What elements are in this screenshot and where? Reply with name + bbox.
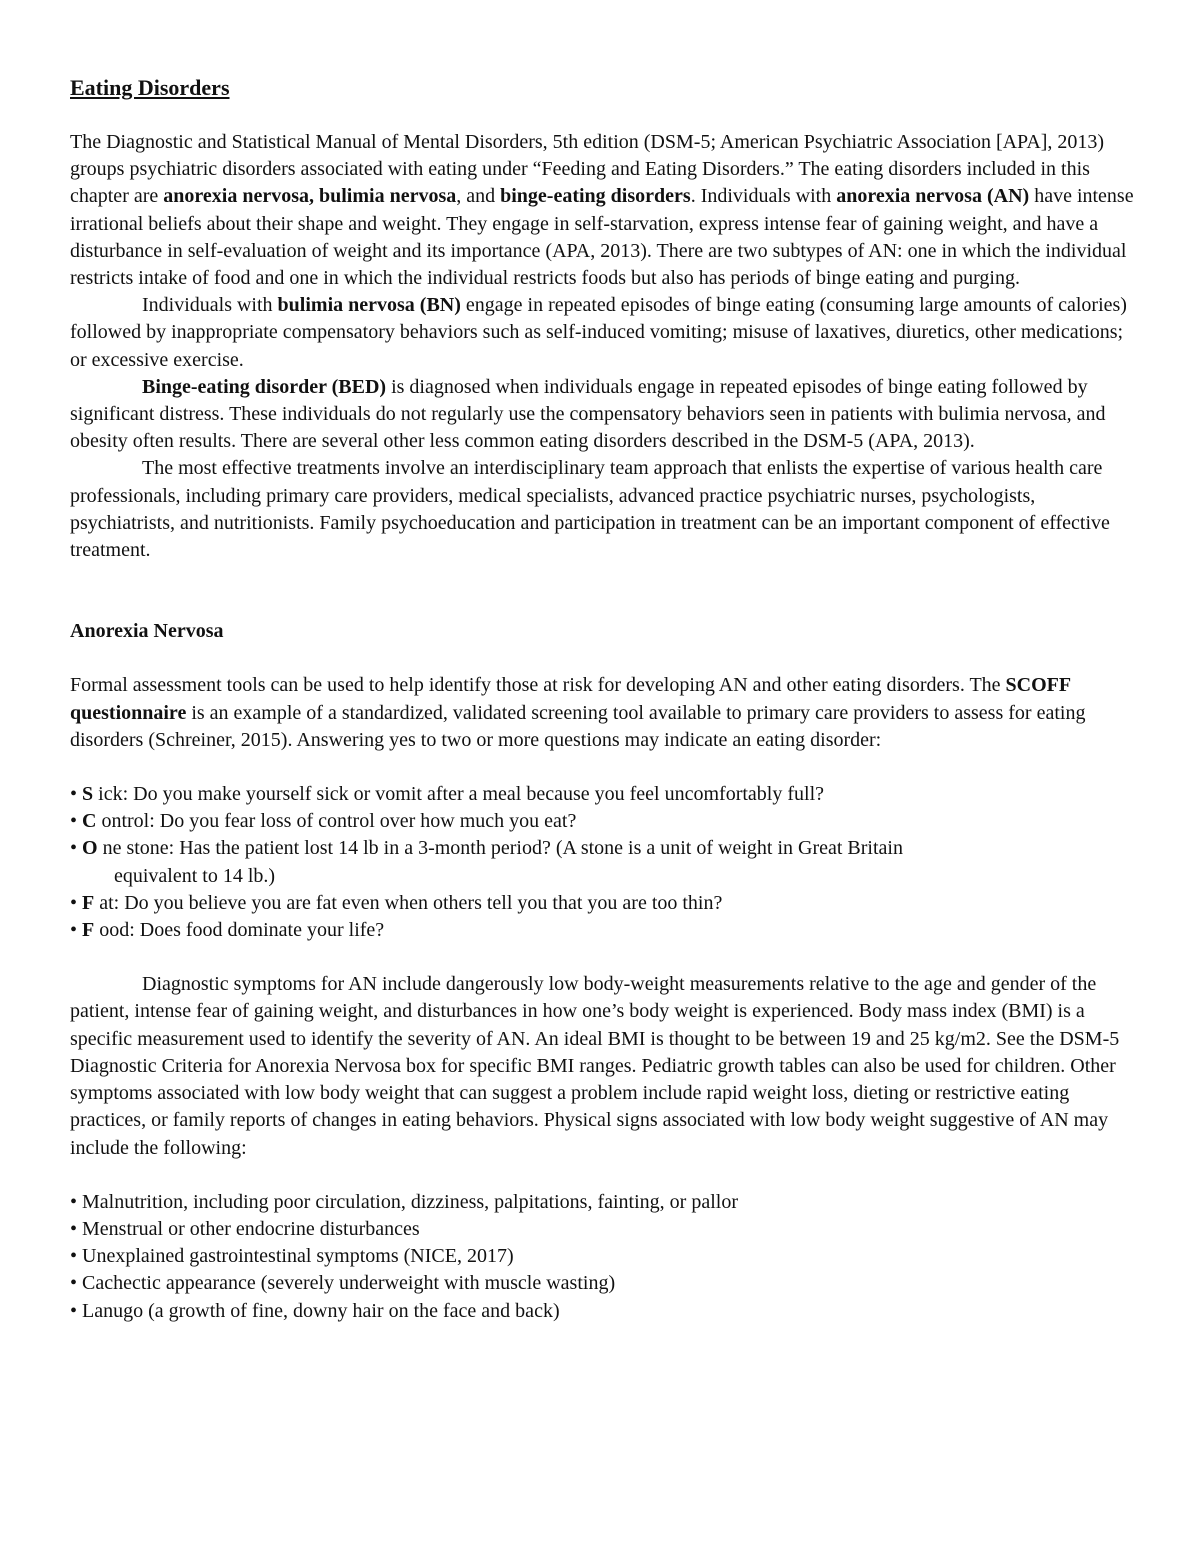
list-item — [70, 890, 1134, 917]
scoff-letter: C — [82, 810, 97, 833]
bullet-mark: • — [70, 783, 83, 806]
intro-bold-bed: binge-eating disorders — [500, 185, 691, 208]
intro-text-3: . Individuals with — [690, 185, 837, 208]
intro-text-2: , and — [456, 185, 501, 208]
list-item: • Malnutrition, including poor circulation, dizziness, palpitations, fainting, or pallor — [70, 1190, 738, 1213]
document-page — [70, 70, 1134, 1325]
spacer — [70, 944, 1134, 971]
scoff-letter: S — [82, 783, 94, 806]
page-title: Eating Disorders — [70, 75, 230, 100]
scoff-item-continuation: equivalent to 14 lb.) — [114, 864, 276, 887]
list-item: • Lanugo (a growth of fine, downy hair on the face and back) — [70, 1299, 560, 1322]
bullet-mark: • — [70, 891, 83, 914]
list-item — [70, 781, 1134, 808]
spacer — [70, 564, 1134, 618]
spacer — [70, 645, 1134, 672]
list-item — [70, 835, 1134, 889]
scoff-item-text: ood: Does food dominate your life? — [94, 919, 385, 942]
list-item: • Unexplained gastrointestinal symptoms (NICE, 2017) — [70, 1245, 514, 1268]
spacer — [70, 106, 1134, 129]
scoff-letter: F — [82, 919, 95, 942]
physical-signs-list — [70, 1189, 1134, 1325]
intro-bold-an-bn: anorexia nervosa, bulimia nervosa — [163, 185, 457, 208]
bullet-mark: • — [70, 810, 83, 833]
scoff-text-2: is an example of a standardized, validated screening tool available to primary care providers to assess for eating disorders (Schreiner, 2015). Answering yes to two or more questions may indicate an eating disorder: — [70, 701, 1086, 751]
diagnostic-paragraph: Diagnostic symptoms for AN include dangerously low body-weight measurements relative to the age and gender of the patient, intense fear of gaining weight, and disturbances in how one’s body weight is experienced. Body mass index (BMI) is a specific measurement used to identify the severity of AN. An ideal BMI is thought to be between 19 and 25 kg/m2. See the DSM-5 Diagnostic Criteria for Anorexia Nervosa box for specific BMI ranges. Pediatric growth tables can also be used for children. Other symptoms associated with low body weight that can suggest a problem include rapid weight loss, dieting or restrictive eating practices, or family reports of changes in eating behaviors. Physical signs associated with low body weight suggestive of AN may include the following: — [70, 973, 1120, 1159]
intro-text-1: The Diagnostic and Statistical Manual of Mental Disorders, 5th edition (DSM-5; American Psychiatric Association [APA], 2013) groups psychiatric disorders associated with eating under “Feeding and Eating Disorders.” The eating disorders included in this chapter are — [70, 131, 1105, 208]
bn-text-1: Individuals with — [142, 294, 278, 317]
list-item — [70, 808, 1134, 835]
list-item: • Cachectic appearance (severely underweight with muscle wasting) — [70, 1272, 616, 1295]
bed-bold: Binge-eating disorder (BED) — [142, 375, 387, 398]
binge-eating-paragraph — [70, 374, 1134, 456]
list-item — [70, 917, 1134, 944]
scoff-item-text: ne stone: Has the patient lost 14 lb in a 3-month period? (A stone is a unit of weight in Great Britain — [97, 837, 903, 860]
scoff-list — [70, 781, 1134, 944]
scoff-text-1: Formal assessment tools can be used to help identify those at risk for developing AN and other eating disorders. The — [70, 674, 1006, 697]
spacer — [70, 1162, 1134, 1189]
intro-bold-an: anorexia nervosa (AN) — [836, 185, 1030, 208]
bed-text: is diagnosed when individuals engage in repeated episodes of binge eating followed by significant distress. These individuals do not regularly use the compensatory behaviors seen in patients with bulimia nervosa, and obesity often results. There are several other less common eating disorders described in the DSM-5 (APA, 2013). — [70, 375, 1106, 453]
scoff-bold: SCOFF questionnaire — [70, 674, 1071, 724]
bullet-mark: • — [70, 919, 83, 942]
intro-paragraph — [70, 129, 1134, 292]
scoff-letter: F — [82, 891, 95, 914]
bulimia-paragraph — [70, 292, 1134, 374]
bullet-mark: • — [70, 837, 83, 860]
list-item: • Menstrual or other endocrine disturbances — [70, 1217, 420, 1240]
spacer — [70, 754, 1134, 781]
scoff-item-text: ick: Do you make yourself sick or vomit after a meal because you feel uncomfortably full? — [93, 783, 824, 806]
scoff-item-text: ontrol: Do you fear loss of control over how much you eat? — [96, 810, 577, 833]
scoff-paragraph — [70, 672, 1134, 754]
anorexia-heading: Anorexia Nervosa — [70, 620, 224, 643]
scoff-letter: O — [82, 837, 98, 860]
bn-bold: bulimia nervosa (BN) — [277, 294, 461, 317]
intro-text-4: have intense irrational beliefs about their shape and weight. They engage in self-starvation, express intense fear of gaining weight, and have a disturbance in self-evaluation of weight and its importance (APA, 2013). There are two subtypes of AN: one in which the individual restricts intake of food and one in which the individual restricts foods but also has periods of binge eating and purging. — [70, 185, 1134, 290]
scoff-item-text: at: Do you believe you are fat even when others tell you that you are too thin? — [94, 891, 723, 914]
bn-text-2: engage in repeated episodes of binge eating (consuming large amounts of calories) followed by inappropriate compensatory behaviors such as self-induced vomiting; misuse of laxatives, diuretics, other medications; or excessive exercise. — [70, 294, 1127, 371]
treatment-paragraph: The most effective treatments involve an interdisciplinary team approach that enlists the expertise of various health care professionals, including primary care providers, medical specialists, advanced practice psychiatric nurses, psychologists, psychiatrists, and nutritionists. Family psychoeducation and participation in treatment can be an important component of effective treatment. — [70, 457, 1110, 562]
